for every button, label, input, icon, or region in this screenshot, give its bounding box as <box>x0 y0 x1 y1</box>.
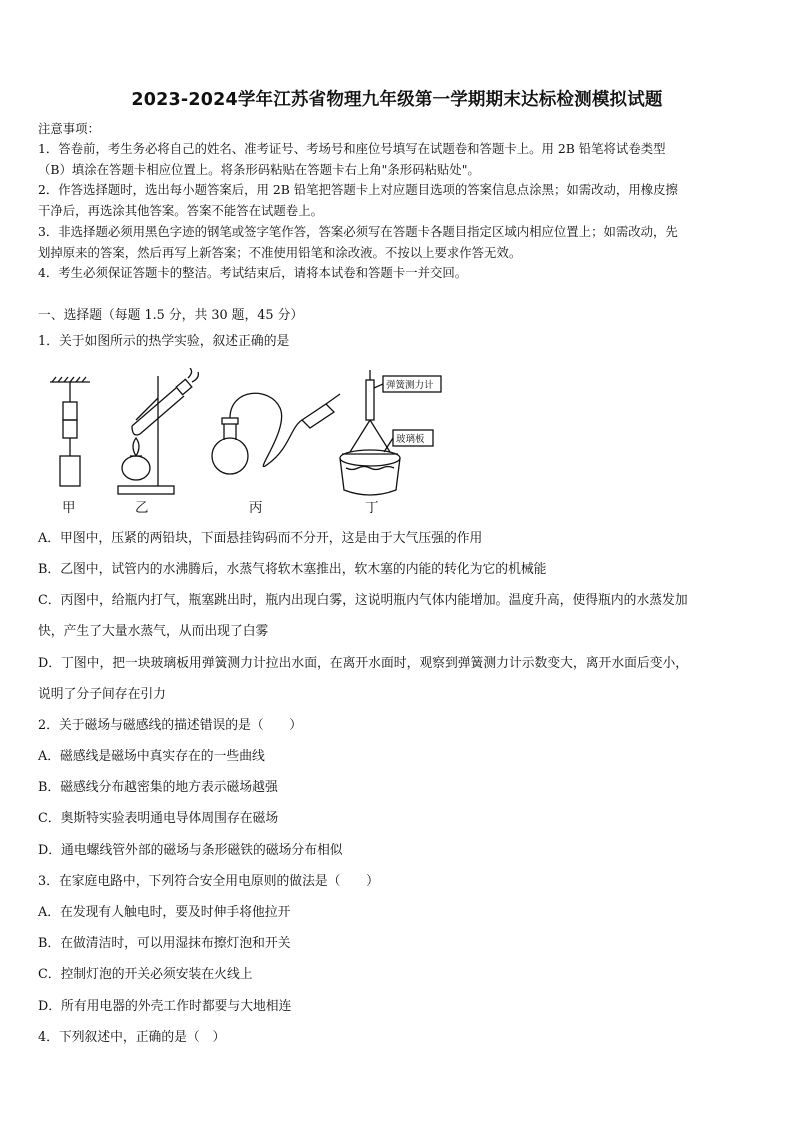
q1-option-d: D．丁图中，把一块玻璃板用弹簧测力计拉出水面，在离开水面时，观察到弹簧测力计示数变大，离开水面后变小， <box>38 656 689 671</box>
q2-option-c: C．奥斯特实验表明通电导体周围存在磁场 <box>38 811 279 826</box>
section-heading: 一、选择题（每题 1.5 分，共 30 题，45 分） <box>38 308 304 323</box>
notice-line: （B）填涂在答题卡相应位置上。将条形码粘贴在答题卡右上角"条形码粘贴处"。 <box>38 162 480 177</box>
q2-option-b: B．磁感线分布越密集的地方表示磁场越强 <box>38 780 278 795</box>
label-spring-scale: 弹簧测力计 <box>386 380 434 391</box>
notice-line: 3．非选择题必须用黑色字迹的钢笔或签字笔作答，答案必须写在答题卡各题目指定区域内相应位置上；如需改动，先 <box>38 224 678 239</box>
q1-option-a: A．甲图中，压紧的两铅块，下面悬挂钩码而不分开，这是由于大气压强的作用 <box>38 531 483 546</box>
question-3-stem: 3．在家庭电路中，下列符合安全用电原则的做法是（ ） <box>38 874 379 889</box>
q3-option-b: B．在做清洁时，可以用湿抹布擦灯泡和开关 <box>38 936 291 951</box>
figure-caption-yi: 乙 <box>135 500 149 516</box>
notice-line: 干净后，再选涂其他答案。答案不能答在试题卷上。 <box>38 203 323 218</box>
notice-line: 2．作答选择题时，选出每小题答案后，用 2B 铅笔把答题卡上对应题目选项的答案信息点涂黑；如需改动，用橡皮擦 <box>38 182 678 197</box>
question-4-stem: 4．下列叙述中，正确的是（ ） <box>38 1030 226 1045</box>
q1-option-c-cont: 快，产生了大量水蒸气，从而出现了白雾 <box>38 624 269 639</box>
figure-caption-bing: 丙 <box>249 500 263 516</box>
notice-line: 4．考生必须保证答题卡的整洁。考试结束后，请将本试卷和答题卡一并交回。 <box>38 265 468 280</box>
q1-option-d-cont: 说明了分子间存在引力 <box>38 687 166 702</box>
q1-option-c: C．丙图中，给瓶内打气，瓶塞跳出时，瓶内出现白雾，这说明瓶内气体内能增加。温度升高，使得瓶内的水蒸发加 <box>38 593 688 608</box>
notice-line: 1．答卷前，考生务必将自己的姓名、准考证号、考场号和座位号填写在试题卷和答题卡上。用 2B 铅笔将试卷类型 <box>38 141 666 156</box>
notice-line: 划掉原来的答案，然后再写上新答案；不准使用铅笔和涂改液。不按以上要求作答无效。 <box>38 245 522 260</box>
question-1-stem: 1．关于如图所示的热学实验，叙述正确的是 <box>38 334 290 349</box>
q1-option-b: B．乙图中，试管内的水沸腾后，水蒸气将软木塞推出，软木塞的内能的转化为它的机械能 <box>38 562 547 577</box>
q3-option-a: A．在发现有人触电时，要及时伸手将他拉开 <box>38 905 291 920</box>
q3-option-c: C．控制灯泡的开关必须安装在火线上 <box>38 967 253 982</box>
question-2-stem: 2．关于磁场与磁感线的描述错误的是（ ） <box>38 718 303 733</box>
figure-bing-flask <box>212 393 340 474</box>
q3-option-d: D．所有用电器的外壳工作时都要与大地相连 <box>38 999 292 1014</box>
figure-caption-jia: 甲 <box>62 500 76 516</box>
figure-caption-ding: 丁 <box>365 500 379 516</box>
figure-jia-lead-blocks <box>50 377 90 486</box>
label-glass-plate: 玻璃板 <box>396 434 425 445</box>
q2-option-d: D．通电螺线管外部的磁场与条形磁铁的磁场分布相似 <box>38 843 343 858</box>
q2-option-a: A．磁感线是磁场中真实存在的一些曲线 <box>38 749 265 764</box>
figure-yi-test-tube <box>118 368 198 494</box>
q1-figure <box>40 368 450 516</box>
exam-title: 2023-2024学年江苏省物理九年级第一学期期末达标检测模拟试题 <box>131 90 663 110</box>
notice-heading: 注意事项： <box>38 121 100 136</box>
